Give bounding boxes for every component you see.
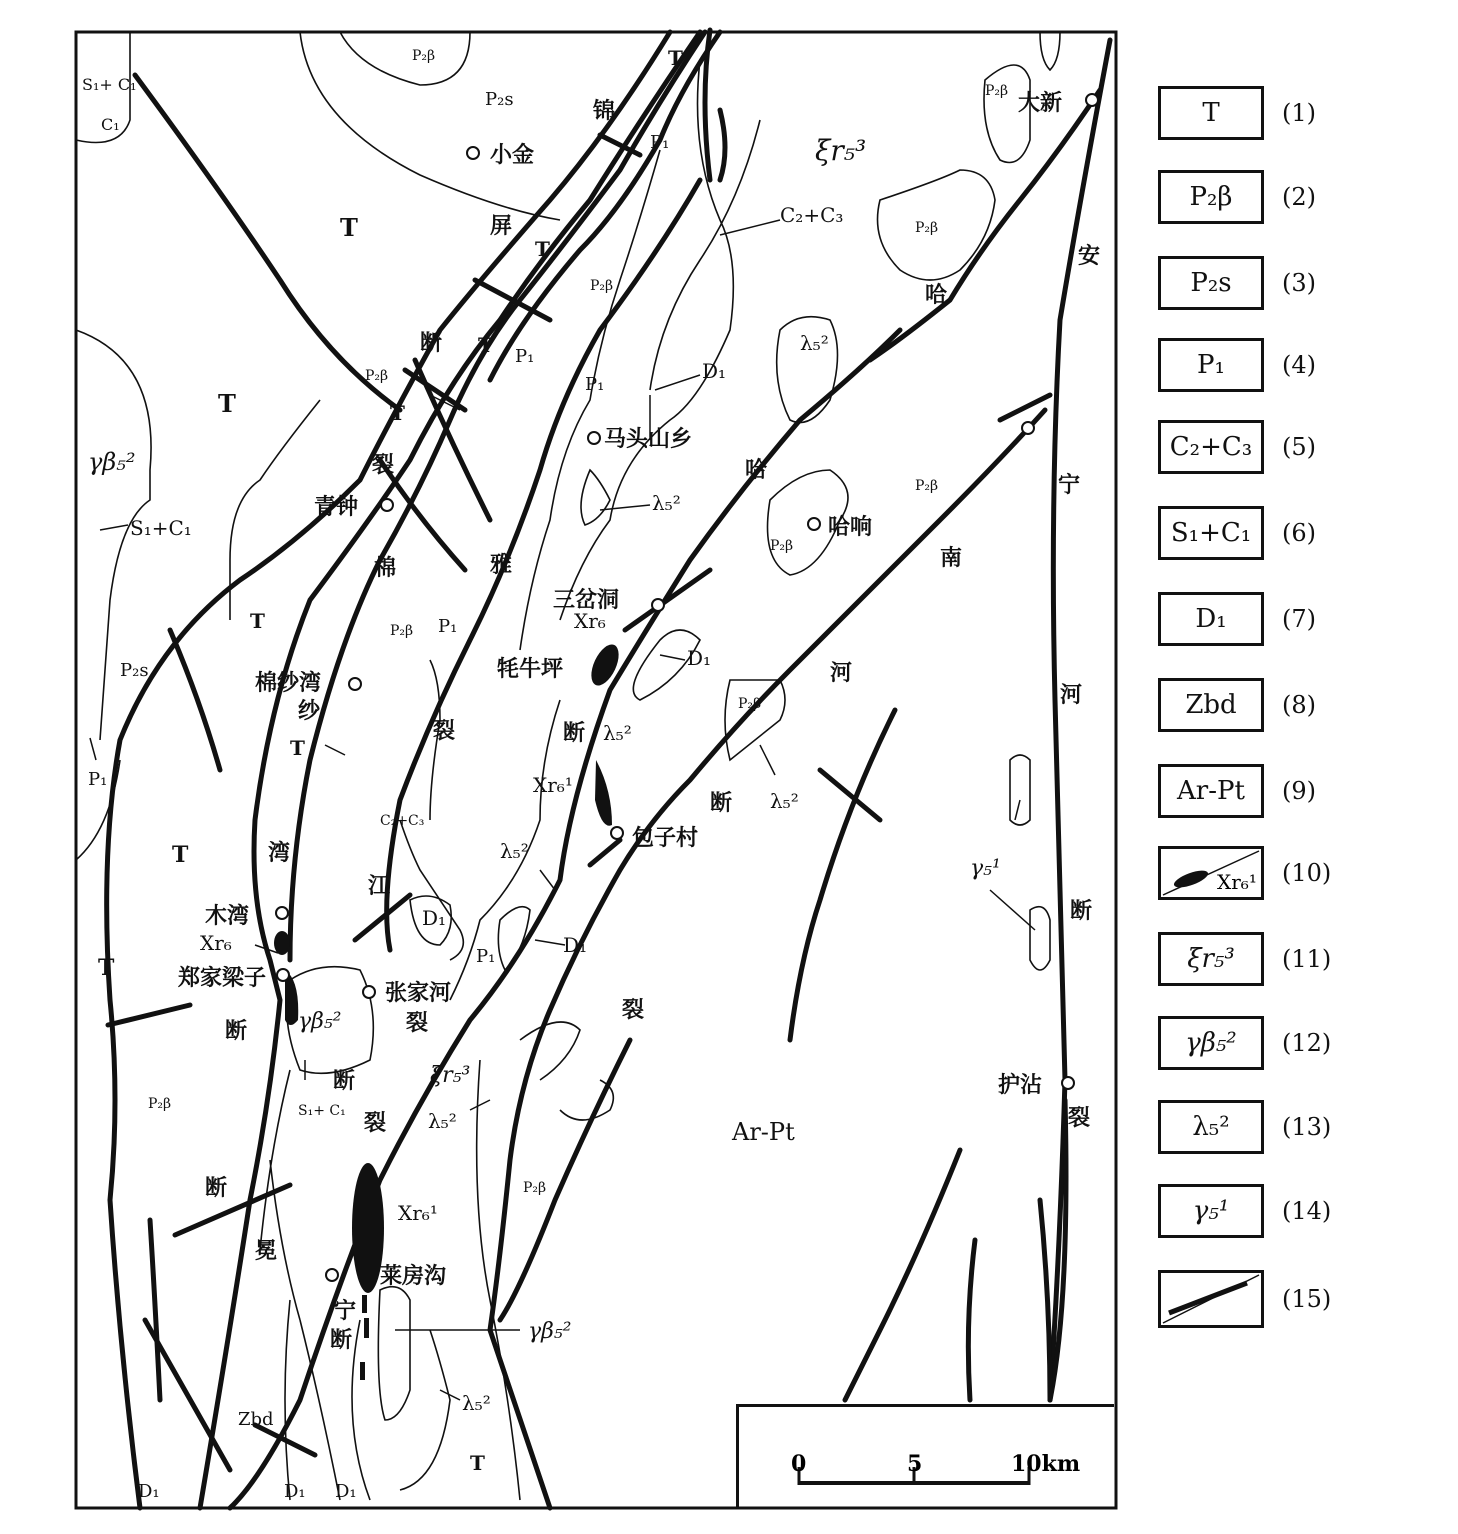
unit-label: S₁+C₁ — [130, 516, 192, 540]
unit-label: T — [535, 237, 550, 261]
unit-label: T — [470, 1451, 485, 1475]
unit-label: λ₅² — [500, 839, 529, 863]
marker-east[interactable] — [1022, 422, 1034, 434]
unit-label: D₁ — [138, 1481, 160, 1502]
xr-dike-1 — [362, 1295, 367, 1313]
place-haha: 哈响 — [828, 515, 873, 540]
fault-char: 断 — [225, 1019, 248, 1044]
unit-label: T — [172, 842, 189, 868]
legend-num-10: (10) — [1282, 859, 1332, 887]
scale-bar — [739, 1407, 1117, 1511]
legend-box-11: ξr₅³ — [1158, 932, 1264, 986]
unit-label: Xr₆¹ — [398, 1201, 438, 1225]
fault-char: 断 — [330, 1328, 353, 1353]
fault-char: 裂 — [406, 1011, 429, 1036]
legend-num-11: (11) — [1282, 945, 1332, 973]
unit-label: P₂β — [985, 83, 1009, 99]
unit-label: T — [218, 389, 236, 418]
unit-label: T — [340, 213, 358, 242]
marker-zhangjiahe[interactable] — [363, 986, 375, 998]
unit-label: λ₅² — [770, 789, 799, 813]
legend-num-13: (13) — [1282, 1113, 1332, 1141]
marker-daxin[interactable] — [1086, 94, 1098, 106]
legend-num-2: (2) — [1282, 183, 1316, 211]
legend-box-6: S₁+C₁ — [1158, 506, 1264, 560]
unit-label: T — [290, 736, 305, 760]
unit-label: λ₅² — [603, 721, 632, 745]
legend-box-12: γβ₅² — [1158, 1016, 1264, 1070]
scale-tick-10: 10km — [1011, 1451, 1081, 1477]
unit-label: ξr₅³ — [430, 1063, 471, 1088]
fault-names — [205, 98, 1100, 1353]
fault-char: 宁 — [1058, 473, 1081, 498]
unit-label: P₂β — [590, 278, 614, 294]
fault-char: 裂 — [622, 998, 645, 1023]
unit-label: S₁+ C₁ — [298, 1103, 346, 1119]
fault-char: 裂 — [433, 719, 456, 744]
fault-char: 裂 — [372, 453, 395, 478]
legend-box-15 — [1158, 1270, 1264, 1328]
unit-label: C₂+C₃ — [780, 203, 844, 227]
place-laifang: 莱房沟 — [380, 1264, 447, 1289]
unit-label: D₁ — [702, 359, 727, 383]
place-zhangjia: 张家河 — [385, 981, 452, 1006]
unit-label: P₁ — [88, 769, 108, 790]
unit-label: D₁ — [335, 1481, 357, 1502]
legend-num-5: (5) — [1282, 433, 1316, 461]
unit-label: D₁ — [687, 646, 712, 670]
xr-body-bazicun — [595, 760, 612, 826]
place-markers — [276, 94, 1101, 1281]
legend-box-7: D₁ — [1158, 592, 1264, 646]
legend-num-8: (8) — [1282, 691, 1316, 719]
fault-char: 哈 — [745, 458, 768, 483]
fault-char: 屏 — [490, 214, 513, 239]
fault-char: 断 — [333, 1069, 356, 1094]
xr-dike-2 — [364, 1318, 369, 1338]
fault-char: 断 — [205, 1176, 228, 1201]
fault-char: 南 — [940, 546, 963, 571]
legend-box-2: P₂β — [1158, 170, 1264, 224]
fault-char: 裂 — [364, 1111, 387, 1136]
marker-xiaojin[interactable] — [467, 147, 479, 159]
unit-label: P₂β — [523, 1180, 547, 1196]
place-zhengjia: 郑家梁子 — [178, 966, 267, 991]
unit-label: P₂β — [770, 538, 794, 554]
marker-huzhan[interactable] — [1062, 1077, 1074, 1089]
legend-num-4: (4) — [1282, 351, 1316, 379]
unit-label: Xr₆ — [574, 609, 606, 633]
unit-label: λ₅² — [652, 491, 681, 515]
unit-label: P₂β — [738, 696, 762, 712]
place-xiaojin: 小金 — [490, 143, 535, 168]
unit-label: Xr₆¹ — [533, 773, 573, 797]
unit-label: P₂β — [365, 368, 389, 384]
svg-text:Xr₆¹: Xr₆¹ — [1217, 870, 1257, 894]
legend-num-15: (15) — [1282, 1285, 1332, 1313]
scale-box — [736, 1404, 1114, 1508]
marker-mianshawan[interactable] — [349, 678, 361, 690]
unit-label: P₂β — [390, 623, 414, 639]
unit-label: P₂β — [915, 220, 939, 236]
xr-body-muwan — [274, 931, 290, 955]
unit-label: T — [668, 46, 683, 70]
unit-label: T — [478, 333, 493, 357]
fault-char: 安 — [1078, 244, 1101, 269]
marker-qingjing[interactable] — [381, 499, 393, 511]
unit-label: P₂β — [148, 1096, 172, 1112]
unit-label: C₂+C₃ — [380, 813, 425, 829]
legend-num-7: (7) — [1282, 605, 1316, 633]
unit-label: P₂β — [412, 48, 436, 64]
place-matou: 马头山乡 — [604, 427, 693, 452]
legend-num-14: (14) — [1282, 1197, 1332, 1225]
unit-label: Ar-Pt — [732, 1118, 795, 1146]
legend-num-9: (9) — [1282, 777, 1316, 805]
fault-char: 哈 — [925, 283, 948, 308]
unit-label: P₂s — [485, 89, 514, 110]
place-mianshawan: 棉纱湾 — [255, 671, 322, 696]
unit-label: P₁ — [650, 132, 670, 153]
marker-sancha[interactable] — [652, 599, 664, 611]
legend-box-1: T — [1158, 86, 1264, 140]
fault-char: 锦 — [593, 99, 616, 124]
fault-lines — [107, 30, 1110, 1508]
geologic-boundaries — [76, 32, 1063, 1500]
fault-char: 雅 — [490, 553, 513, 578]
marker-baozicun[interactable] — [611, 827, 623, 839]
unit-label: λ₅² — [800, 331, 829, 355]
unit-label: Zbd — [238, 1409, 274, 1430]
marker-zhengjia[interactable] — [277, 969, 289, 981]
marker-laifang[interactable] — [326, 1269, 338, 1281]
fault-char: 河 — [830, 661, 853, 686]
fault-char: 河 — [1060, 683, 1083, 708]
fault-char: 裂 — [1068, 1106, 1091, 1131]
legend-box-9: Ar-Pt — [1158, 764, 1264, 818]
unit-label: γ₅¹ — [970, 856, 1001, 881]
unit-label: D₁ — [422, 906, 447, 930]
legend-box-14: γ₅¹ — [1158, 1184, 1264, 1238]
unit-label: D₁ — [284, 1481, 306, 1502]
unit-label: T — [390, 401, 405, 425]
scale-tick-5: 5 — [907, 1451, 923, 1477]
unit-label: T — [250, 609, 265, 633]
legend-box-5: C₂+C₃ — [1158, 420, 1264, 474]
xr-body-maoniuping — [586, 640, 625, 689]
marker-matou[interactable] — [588, 432, 600, 444]
unit-label: D₁ — [563, 933, 588, 957]
unit-label: P₂β — [915, 478, 939, 494]
legend-box-10 — [1158, 846, 1264, 900]
marker-haha[interactable] — [808, 518, 820, 530]
place-huzhan: 护沾 — [998, 1073, 1043, 1098]
unit-label: γβ₅² — [298, 1009, 342, 1034]
legend-box-8: Zbd — [1158, 678, 1264, 732]
unit-label: γβ₅² — [528, 1319, 572, 1344]
unit-label: γβ₅² — [88, 448, 136, 476]
legend-symbol-fault — [1161, 1273, 1261, 1325]
fault-char: 断 — [420, 331, 443, 356]
marker-muwan[interactable] — [276, 907, 288, 919]
legend-num-6: (6) — [1282, 519, 1316, 547]
unit-label: P₁ — [515, 346, 535, 367]
legend-box-3: P₂s — [1158, 256, 1264, 310]
legend-box-4: P₁ — [1158, 338, 1264, 392]
legend-num-3: (3) — [1282, 269, 1316, 297]
legend-num-12: (12) — [1282, 1029, 1332, 1057]
fault-char: 棉 — [374, 556, 397, 581]
unit-label: ξr₅³ — [815, 134, 867, 167]
place-sancha: 三岔洞 — [553, 588, 620, 613]
unit-label: P₁ — [585, 374, 605, 395]
legend-num-1: (1) — [1282, 99, 1316, 127]
legend-box-13: λ₅² — [1158, 1100, 1264, 1154]
unit-label: λ₅² — [462, 1391, 491, 1415]
unit-label: λ₅² — [428, 1109, 457, 1133]
legend-symbol-xr — [1161, 849, 1261, 897]
fault-char: 断 — [563, 721, 586, 746]
place-baozi: 包子村 — [632, 826, 699, 851]
fault-char: 宁 — [334, 1299, 357, 1324]
fault-char: 纱 — [298, 699, 321, 724]
unit-label: Xr₆ — [200, 931, 232, 955]
place-maoniu: 牦牛坪 — [497, 657, 564, 682]
fault-char: 湾 — [268, 841, 291, 866]
place-qingjing: 青钟 — [314, 495, 359, 520]
unit-label: C₁ — [101, 115, 120, 134]
unit-label: P₁ — [476, 946, 496, 967]
xr-dike-3 — [360, 1362, 365, 1380]
unit-label: T — [98, 955, 115, 981]
place-daxin: 大新 — [1018, 91, 1063, 116]
fault-char: 断 — [1070, 899, 1093, 924]
unit-label: P₂s — [120, 660, 149, 681]
unit-label: P₁ — [438, 616, 458, 637]
unit-label: S₁+ C₁ — [82, 75, 137, 94]
place-muwan: 木湾 — [205, 904, 250, 929]
scale-tick-0: 0 — [791, 1451, 807, 1477]
fault-char: 江 — [368, 874, 391, 899]
fault-char: 冕 — [255, 1239, 278, 1264]
fault-char: 断 — [710, 791, 733, 816]
